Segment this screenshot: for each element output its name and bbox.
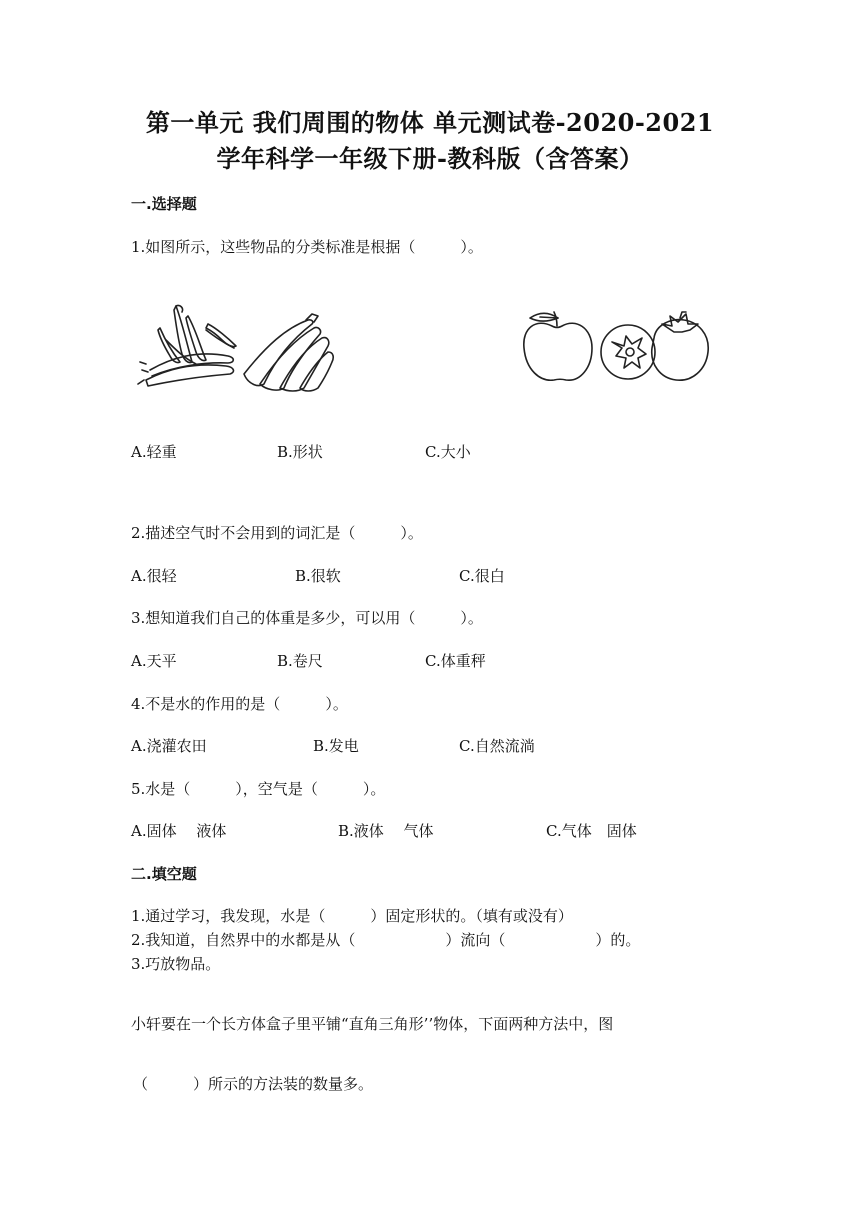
fill-question-3: 3.巧放物品。 (131, 955, 221, 973)
section-heading-fill: 二.填空题 (131, 865, 197, 883)
fill-question-2: 2.我知道，自然界中的水都是从（ ）流向（ ）的。 (131, 931, 641, 949)
question-3-stem: 3.想知道我们自己的体重是多少，可以用（ ）。 (131, 609, 483, 627)
question-5-stem: 5.水是（ ），空气是（ ）。 (131, 780, 386, 798)
q3-option-c: C.体重秤 (425, 652, 486, 670)
peppers-bananas-image (136, 300, 336, 392)
q1-option-b: B.形状 (277, 443, 323, 461)
question-2-stem: 2.描述空气时不会用到的词汇是（ ）。 (131, 524, 423, 542)
fill-question-3-text: 小轩要在一个长方体盒子里平铺“直角三角形’’物体，下面两种方法中，图 (131, 1015, 614, 1033)
q3-option-a: A.天平 (131, 652, 177, 670)
q1-option-a: A.轻重 (131, 443, 177, 461)
fill-question-3-blank: （ ）所示的方法装的数量多。 (133, 1075, 374, 1093)
q5-option-a: A.固体 液体 (131, 822, 227, 840)
q4-option-a: A.浇灌农田 (131, 737, 207, 755)
q4-option-b: B.发电 (313, 737, 359, 755)
q2-option-b: B.很软 (295, 567, 341, 585)
apple-persimmons-image (516, 308, 716, 386)
q1-option-c: C.大小 (425, 443, 471, 461)
page-title-line-2: 学年科学一年级下册-教科版（含答案） (216, 144, 644, 173)
page-title-line-1: 第一单元 我们周围的物体 单元测试卷-2020-2021 (145, 108, 715, 137)
question-4-stem: 4.不是水的作用的是（ ）。 (131, 695, 348, 713)
q4-option-c: C.自然流淌 (459, 737, 535, 755)
fill-question-1: 1.通过学习，我发现，水是（ ）固定形状的。（填有或没有） (131, 907, 573, 925)
q2-option-a: A.很轻 (131, 567, 177, 585)
q3-option-b: B.卷尺 (277, 652, 323, 670)
question-1-stem: 1.如图所示，这些物品的分类标准是根据（ ）。 (131, 238, 483, 256)
q2-option-c: C.很白 (459, 567, 505, 585)
q5-option-b: B.液体 气体 (338, 822, 434, 840)
q5-option-c: C.气体 固体 (546, 822, 637, 840)
section-heading-choice: 一.选择题 (131, 195, 197, 213)
